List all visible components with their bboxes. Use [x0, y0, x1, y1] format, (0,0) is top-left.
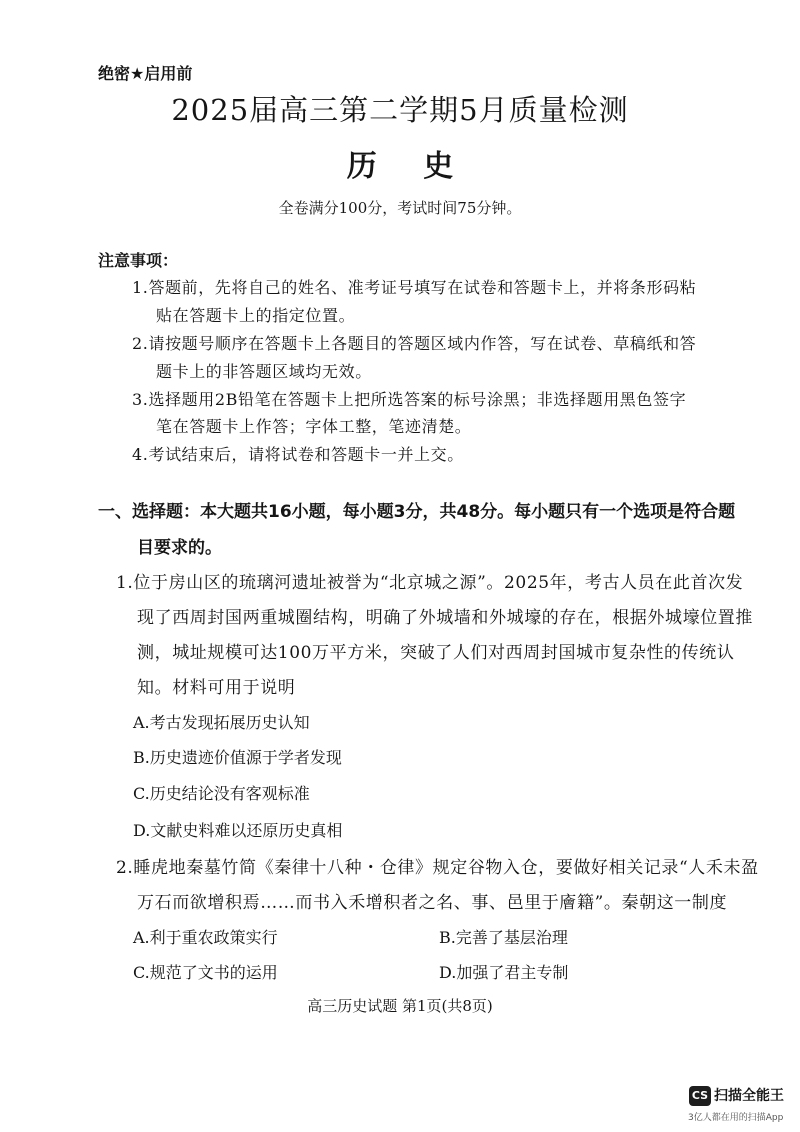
- question-2-option-a: A.利于重农政策实行: [133, 928, 278, 947]
- question-2-line: 万石而欲增积焉……而书入禾增积者之名、事、邑里于廥籍”。秦朝这一制度: [137, 893, 728, 913]
- notice-line: 贴在答题卡上的指定位置。: [156, 306, 356, 325]
- question-2-line: 2.睡虎地秦墓竹简《秦律十八种・仓律》规定谷物入仓，要做好相关记录“人禾未盈: [116, 858, 759, 878]
- notice-line: 3.选择题用2B铅笔在答题卡上把所选答案的标号涂黑；非选择题用黑色签字: [132, 390, 687, 409]
- notice-line: 笔在答题卡上作答；字体工整，笔迹清楚。: [156, 417, 472, 436]
- watermark-tagline: 3亿人都在用的扫描App: [688, 1113, 784, 1123]
- subject-title: 历 史: [346, 149, 454, 184]
- question-2-option-d: D.加强了君主专制: [439, 963, 569, 982]
- question-2-option-b: B.完善了基层治理: [439, 928, 568, 947]
- question-1-option-d: D.文献史料难以还原历史真相: [133, 821, 343, 840]
- score-info: 全卷满分100分，考试时间75分钟。: [278, 199, 522, 217]
- question-1-option-c: C.历史结论没有客观标准: [133, 784, 310, 803]
- question-1-option-a: A.考古发现拓展历史认知: [133, 713, 310, 732]
- notice-heading: 注意事项：: [98, 251, 179, 270]
- notice-line: 2.请按题号顺序在答题卡上各题目的答题区域内作答，写在试卷、草稿纸和答: [132, 334, 697, 353]
- question-1-line: 知。材料可用于说明: [137, 678, 296, 698]
- notice-line: 4.考试结束后，请将试卷和答题卡一并上交。: [132, 445, 464, 464]
- page-footer: 高三历史试题 第1页(共8页): [307, 997, 493, 1015]
- section-heading: 一、选择题：本大题共16小题，每小题3分，共48分。每小题只有一个选项是符合题: [98, 502, 736, 522]
- exam-title: 2025届高三第二学期5月质量检测: [171, 93, 629, 127]
- section-heading-cont: 目要求的。: [137, 538, 222, 558]
- watermark-brand: 扫描全能王: [714, 1088, 784, 1104]
- notice-line: 题卡上的非答题区域均无效。: [156, 362, 372, 381]
- camscanner-logo-icon: CS: [689, 1086, 711, 1106]
- question-1-line: 现了西周封国两重城圈结构，明确了外城墙和外城壕的存在，根据外城壕位置推: [137, 608, 753, 628]
- notice-line: 1.答题前，先将自己的姓名、准考证号填写在试卷和答题卡上，并将条形码粘: [132, 278, 697, 297]
- secret-label: 绝密★启用前: [98, 64, 193, 83]
- question-1-line: 1.位于房山区的琉璃河遗址被誉为“北京城之源”。2025年，考古人员在此首次发: [116, 573, 744, 593]
- question-1-option-b: B.历史遗迹价值源于学者发现: [133, 748, 342, 767]
- question-2-option-c: C.规范了文书的运用: [133, 963, 278, 982]
- question-1-line: 测，城址规模可达100万平方米，突破了人们对西周封国城市复杂性的传统认: [137, 643, 735, 663]
